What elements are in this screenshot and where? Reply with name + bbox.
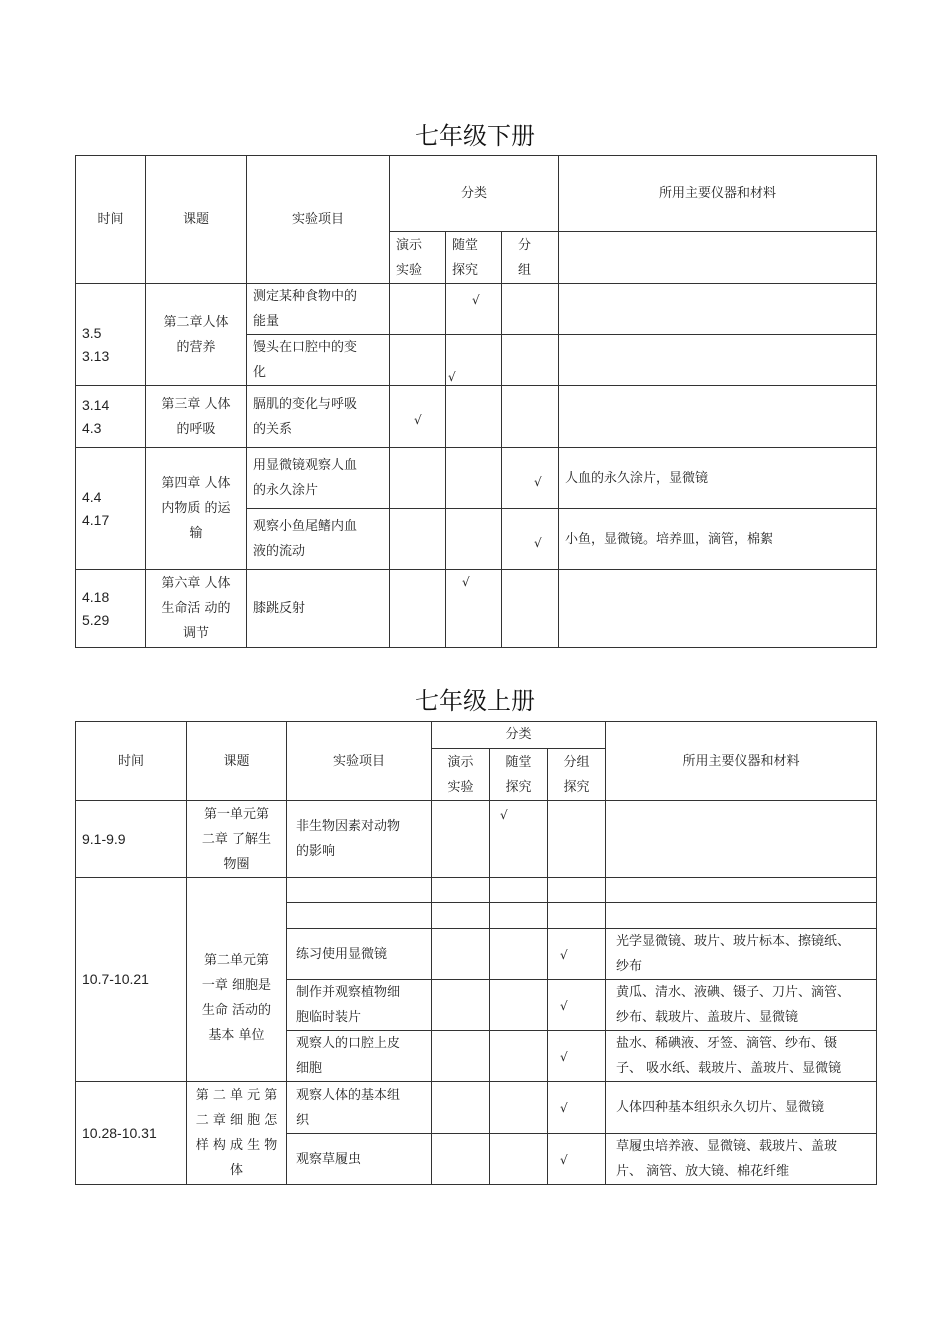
header-experiment: 实验项目	[287, 722, 432, 801]
check-group-cell	[502, 570, 559, 648]
grade7-upper-title: 七年级上册	[415, 687, 535, 715]
materials-cell	[606, 903, 877, 929]
materials-cell: 黄瓜、清水、液碘、镊子、刀片、滴管、 纱布、载玻片、盖玻片、显微镜	[606, 980, 877, 1031]
check-inclass-cell	[490, 980, 548, 1031]
experiment-cell: 非生物因素对动物 的影响	[287, 801, 432, 878]
topic-cell: 第四章 人体 内物质 的运 输	[146, 448, 247, 570]
materials-cell	[559, 570, 877, 648]
materials-cell: 盐水、稀碘液、牙签、滴管、纱布、镊 子、 吸水纸、载玻片、盖玻片、显微镜	[606, 1031, 877, 1082]
experiment-cell: 测定某种食物中的 能量	[247, 284, 390, 335]
check-mark: √	[560, 1153, 568, 1167]
check-mark: √	[534, 536, 542, 550]
grade7-lower-title: 七年级下册	[415, 122, 535, 150]
materials-cell	[559, 386, 877, 448]
check-group-cell	[502, 386, 559, 448]
check-mark: √	[472, 293, 480, 307]
check-group-cell	[548, 1031, 606, 1082]
time-cell: 10.7-10.21	[76, 878, 187, 1082]
experiment-cell: 观察人体的基本组 织	[287, 1082, 432, 1134]
experiment-cell: 用显微镜观察人血 的永久涂片	[247, 448, 390, 509]
topic-cell: 第三章 人体 的呼吸	[146, 386, 247, 448]
check-inclass-cell	[446, 335, 502, 386]
check-mark: √	[560, 1101, 568, 1115]
time-cell: 3.14 4.3	[76, 386, 146, 448]
header-group: 分 组	[502, 232, 559, 284]
materials-cell	[606, 801, 877, 878]
check-demo-cell	[432, 1134, 490, 1185]
check-inclass-cell	[490, 801, 548, 878]
check-group-cell	[548, 929, 606, 980]
check-mark: √	[448, 370, 456, 384]
experiment-cell: 练习使用显微镜	[287, 929, 432, 980]
check-demo-cell	[432, 1082, 490, 1134]
time-cell: 9.1-9.9	[76, 801, 187, 878]
check-inclass-cell	[446, 284, 502, 335]
header-group: 分组 探究	[548, 749, 606, 801]
check-group-cell	[502, 335, 559, 386]
header-topic: 课题	[146, 156, 247, 284]
header-inclass: 随堂 探究	[490, 749, 548, 801]
check-demo-cell	[390, 284, 446, 335]
check-inclass-cell	[490, 929, 548, 980]
check-mark: √	[534, 475, 542, 489]
topic-cell: 第六章 人体 生命活 动的 调节	[146, 570, 247, 648]
check-inclass-cell	[446, 448, 502, 509]
header-time: 时间	[76, 722, 187, 801]
header-experiment: 实验项目	[247, 156, 390, 284]
check-inclass-cell	[490, 903, 548, 929]
check-group-cell	[548, 1082, 606, 1134]
check-demo-cell	[390, 509, 446, 570]
check-demo-cell	[432, 980, 490, 1031]
header-materials: 所用主要仪器和材料	[559, 156, 877, 232]
check-mark: √	[560, 999, 568, 1013]
experiment-cell: 观察小鱼尾鳍内血 液的流动	[247, 509, 390, 570]
check-demo-cell	[432, 878, 490, 903]
header-topic: 课题	[187, 722, 287, 801]
check-demo-cell	[390, 570, 446, 648]
experiment-cell: 膝跳反射	[247, 570, 390, 648]
experiment-cell	[287, 903, 432, 929]
header-demo: 演示 实验	[432, 749, 490, 801]
experiment-cell: 制作并观察植物细 胞临时装片	[287, 980, 432, 1031]
check-demo-cell	[432, 1031, 490, 1082]
check-group-cell	[548, 1134, 606, 1185]
check-inclass-cell	[490, 878, 548, 903]
check-inclass-cell	[446, 386, 502, 448]
time-cell: 4.4 4.17	[76, 448, 146, 570]
check-inclass-cell	[446, 570, 502, 648]
materials-cell: 人血的永久涂片，显微镜	[559, 448, 877, 509]
check-inclass-cell	[490, 1134, 548, 1185]
topic-cell: 第二单元第 一章 细胞是 生命 活动的 基本 单位	[187, 878, 287, 1082]
check-demo-cell	[390, 335, 446, 386]
check-demo-cell	[432, 929, 490, 980]
check-mark: √	[560, 1050, 568, 1064]
check-inclass-cell	[490, 1031, 548, 1082]
experiment-cell: 膈肌的变化与呼吸 的关系	[247, 386, 390, 448]
experiment-cell: 观察草履虫	[287, 1134, 432, 1185]
topic-cell: 第一单元第 二章 了解生 物圈	[187, 801, 287, 878]
materials-cell: 小鱼，显微镜。培养皿，滴管，棉絮	[559, 509, 877, 570]
check-demo-cell	[432, 801, 490, 878]
check-mark: √	[462, 575, 470, 589]
materials-cell: 草履虫培养液、显微镜、载玻片、盖玻 片、 滴管、放大镜、棉花纤维	[606, 1134, 877, 1185]
check-mark: √	[500, 808, 508, 822]
grade7-lower-table	[75, 155, 877, 648]
grade7-upper-table	[75, 721, 877, 1185]
check-inclass-cell	[446, 509, 502, 570]
check-group-cell	[548, 980, 606, 1031]
header-time: 时间	[76, 156, 146, 284]
check-mark: √	[560, 948, 568, 962]
materials-cell	[559, 284, 877, 335]
check-demo-cell	[432, 903, 490, 929]
header-demo: 演示 实验	[390, 232, 446, 284]
materials-cell: 人体四种基本组织永久切片、显微镜	[606, 1082, 877, 1134]
header-category: 分类	[432, 722, 606, 749]
topic-cell: 第 二 单 元 第 二 章 细 胞 怎 样 构 成 生 物 体	[187, 1082, 287, 1185]
check-group-cell	[502, 284, 559, 335]
check-inclass-cell	[490, 1082, 548, 1134]
experiment-cell	[287, 878, 432, 903]
time-cell: 10.28-10.31	[76, 1082, 187, 1185]
check-mark: √	[414, 413, 422, 427]
header-materials: 所用主要仪器和材料	[606, 722, 877, 801]
check-group-cell	[548, 801, 606, 878]
check-group-cell	[502, 509, 559, 570]
check-demo-cell	[390, 386, 446, 448]
experiment-cell: 观察人的口腔上皮 细胞	[287, 1031, 432, 1082]
time-cell: 4.18 5.29	[76, 570, 146, 648]
check-group-cell	[502, 448, 559, 509]
experiment-cell: 馒头在口腔中的变 化	[247, 335, 390, 386]
topic-cell: 第二章人体 的营养	[146, 284, 247, 386]
materials-cell	[559, 335, 877, 386]
materials-cell	[606, 878, 877, 903]
check-demo-cell	[390, 448, 446, 509]
time-cell: 3.5 3.13	[76, 284, 146, 386]
header-category: 分类	[390, 156, 559, 232]
header-materials-empty	[559, 232, 877, 284]
materials-cell: 光学显微镜、玻片、玻片标本、擦镜纸、 纱布	[606, 929, 877, 980]
check-group-cell	[548, 878, 606, 903]
check-group-cell	[548, 903, 606, 929]
header-inclass: 随堂 探究	[446, 232, 502, 284]
